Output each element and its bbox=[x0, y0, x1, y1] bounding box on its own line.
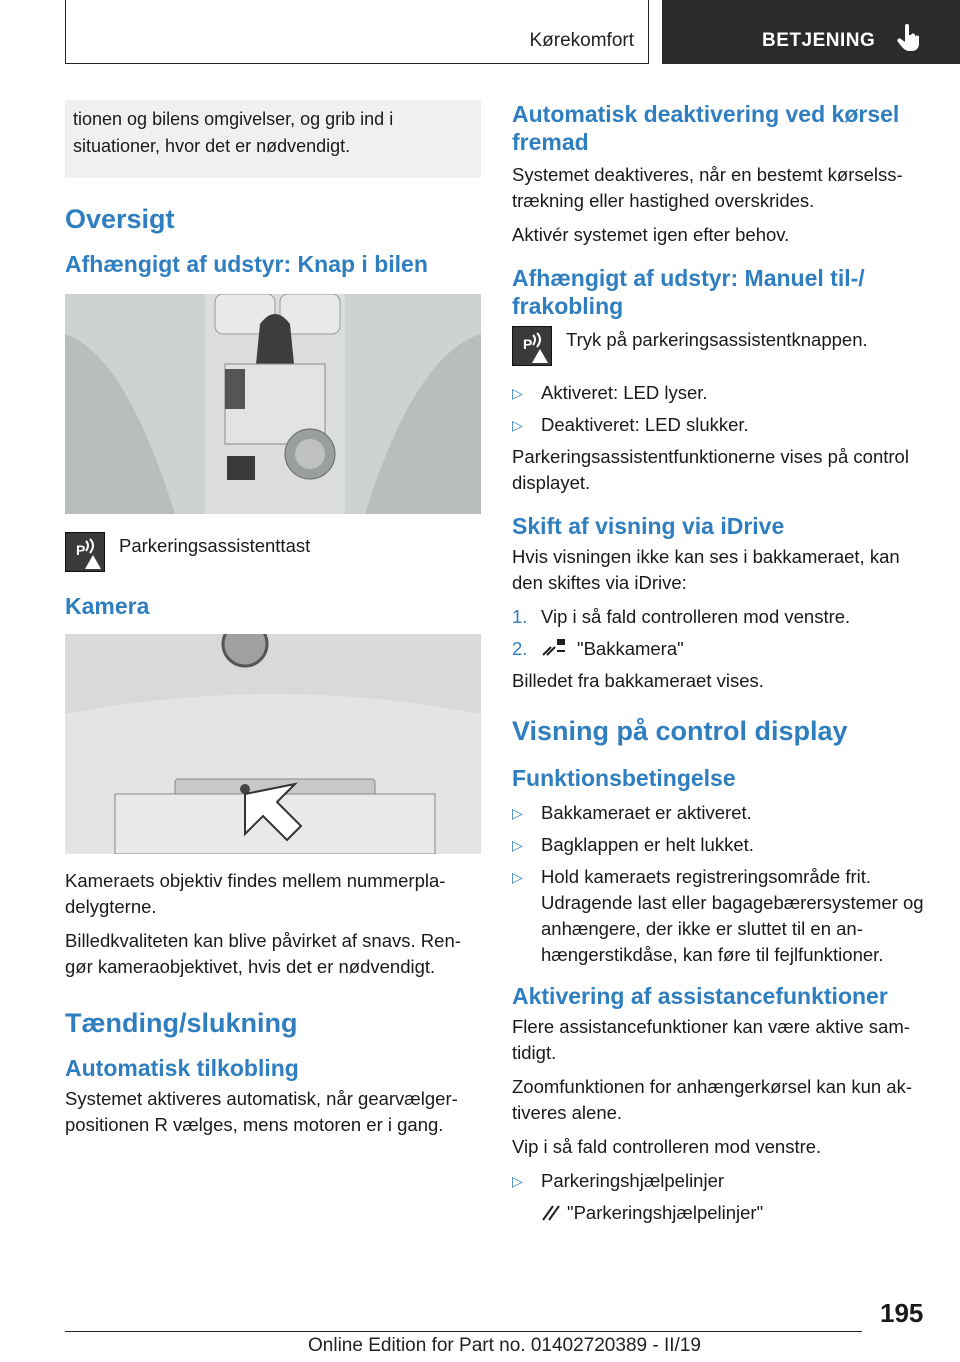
triangle-bullet-icon: ▷ bbox=[512, 385, 523, 401]
para-flere: Flere assistancefunktioner kan være aktive samtidigt. bbox=[512, 1016, 910, 1063]
heading-manuel: Afhængigt af udstyr: Manuel til-/ frakobling bbox=[512, 265, 865, 319]
triangle-bullet-icon: ▷ bbox=[512, 417, 523, 433]
list-item: 2. "Bakkamera" bbox=[512, 638, 684, 659]
header-section: Kørekomfort bbox=[529, 30, 634, 51]
heading-visning: Visning på control display bbox=[512, 716, 848, 746]
camera-location-image bbox=[65, 634, 481, 854]
left-column bbox=[65, 100, 481, 1146]
para-vises: Parkeringsassistentfunktionerne vises på control displayet. bbox=[512, 446, 909, 493]
para-billedet: Billedet fra bakkameraet vises. bbox=[512, 670, 764, 691]
header-section-box bbox=[65, 0, 649, 64]
para-objektiv: Kameraets objektiv findes mellem nummerpladelygterne. bbox=[65, 870, 446, 917]
list-item: ▷ Bakkameraet er aktiveret. bbox=[512, 800, 926, 826]
para-skift: Hvis visningen ikke kan ses i bakkameraet, kan den skiftes via iDrive: bbox=[512, 546, 900, 593]
para-vip: Vip i så fald controlleren mod venstre. bbox=[512, 1136, 822, 1157]
heading-knap: Afhængigt af udstyr: Knap i bilen bbox=[65, 251, 428, 277]
page-number: 195 bbox=[880, 1298, 924, 1328]
list-item: ▷ Hold kameraets registreringsområde frit. Udragende last eller bagagebærersystemer og anhængere, der ikke er sluttet til en anhængerstikdåse, kan føre til fejlfunktioner. bbox=[512, 866, 924, 965]
heading-oversigt: Oversigt bbox=[65, 204, 175, 234]
caption-button: Parkeringsassistenttast bbox=[119, 535, 311, 556]
list-item: ▷ Bagklappen er helt lukket. bbox=[512, 832, 926, 858]
svg-text:P: P bbox=[76, 542, 86, 558]
heading-automatisk: Automatisk tilkobling bbox=[65, 1055, 299, 1081]
park-list bbox=[512, 1168, 926, 1194]
camera-illustration bbox=[65, 634, 481, 854]
conditions-list bbox=[512, 800, 926, 968]
pointing-hand-icon bbox=[897, 24, 923, 52]
footer-edition: Online Edition for Part no. 01402720389 - II/19 bbox=[308, 1335, 701, 1356]
triangle-bullet-icon: ▷ bbox=[512, 805, 523, 821]
footer-divider bbox=[65, 1331, 862, 1332]
heading-skift: Skift af visning via iDrive bbox=[512, 513, 785, 539]
triangle-bullet-icon: ▷ bbox=[512, 1173, 523, 1189]
svg-text:P: P bbox=[523, 336, 533, 352]
center-console-illustration bbox=[65, 294, 481, 514]
rear-camera-icon bbox=[541, 637, 569, 659]
para-zoom: Zoomfunktionen for anhængerkørsel kan kun aktiveres alene. bbox=[512, 1076, 913, 1123]
para-aktiver: Aktivér systemet igen efter behov. bbox=[512, 224, 790, 245]
tryk-row bbox=[512, 326, 926, 366]
list-item: ▷ Parkeringshjælpelinjer bbox=[512, 1168, 926, 1194]
led-list bbox=[512, 380, 926, 438]
para-billedkvalitet: Billedkvaliteten kan blive påvirket af snavs. Rengør kameraobjektivet, hvis det er nødvendigt. bbox=[65, 930, 461, 977]
para-automatisk: Systemet aktiveres automatisk, når gearvælgerpositionen R vælges, mens motoren er i gang. bbox=[65, 1088, 458, 1135]
park-sub-row: "Parkeringshjælpelinjer" bbox=[512, 1200, 926, 1226]
heading-funktionsbetingelse: Funktionsbetingelse bbox=[512, 765, 736, 791]
parking-lines-icon bbox=[541, 1202, 563, 1222]
note-box bbox=[65, 100, 481, 178]
parking-assistant-button-icon-2 bbox=[512, 326, 552, 366]
triangle-bullet-icon: ▷ bbox=[512, 869, 523, 885]
heading-kamera: Kamera bbox=[65, 593, 150, 619]
button-caption-row bbox=[65, 532, 481, 572]
note-text: tionen og bilens omgivelser, og grib ind i situationer, hvor det er nødvendigt. bbox=[73, 109, 394, 156]
triangle-bullet-icon: ▷ bbox=[512, 837, 523, 853]
list-item: ▷ Aktiveret: LED lyser. bbox=[512, 380, 926, 406]
list-item: ▷ Deaktiveret: LED slukker. bbox=[512, 412, 926, 438]
heading-taending: Tænding/slukning bbox=[65, 1008, 298, 1038]
heading-deaktivering: Automatisk deaktivering ved kørsel fremad bbox=[512, 101, 900, 155]
heading-aktivering: Aktivering af assistancefunktioner bbox=[512, 983, 888, 1009]
list-item: 1. Vip i så fald controlleren mod venstre. bbox=[512, 606, 851, 627]
center-console-image bbox=[65, 294, 481, 514]
parking-assistant-button-icon bbox=[65, 532, 105, 572]
para-deaktivering: Systemet deaktiveres, når en bestemt kørselsstrækning eller hastighed overskrides. bbox=[512, 164, 903, 211]
right-column bbox=[512, 100, 926, 1226]
steps-list bbox=[512, 604, 926, 662]
header-chapter: BETJENING bbox=[762, 30, 876, 51]
header-chapter-box bbox=[662, 0, 960, 64]
para-tryk: Tryk på parkeringsassistentknappen. bbox=[566, 329, 868, 350]
